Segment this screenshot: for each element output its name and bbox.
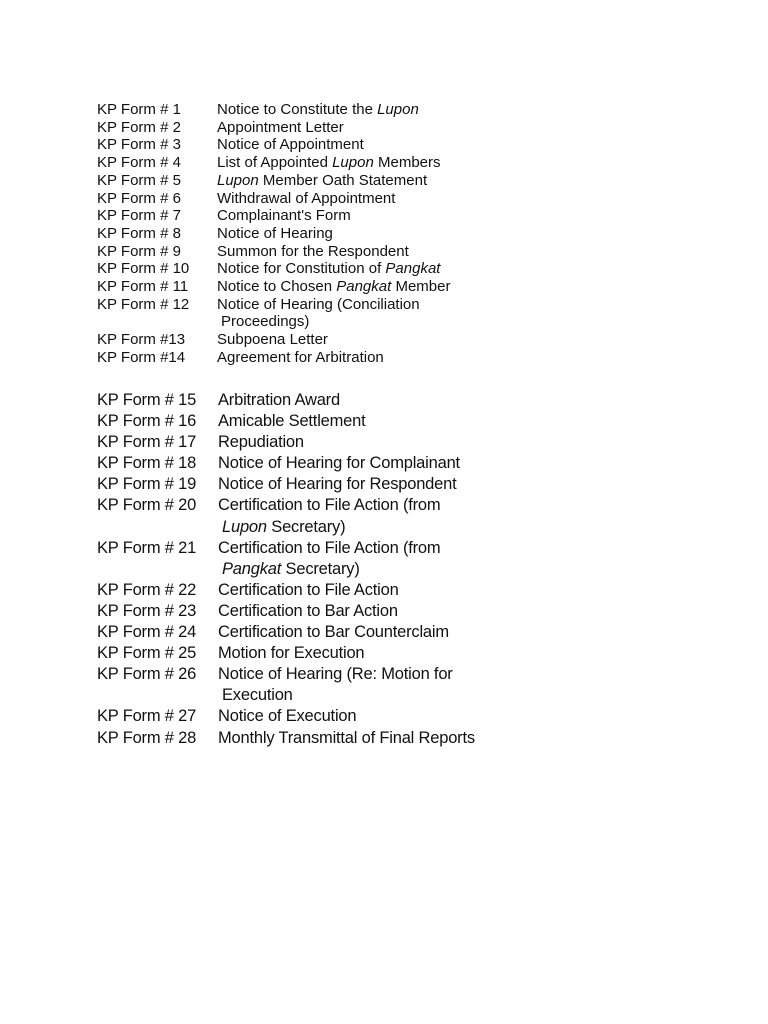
form-number: KP Form # 1 bbox=[97, 101, 181, 118]
form-number: KP Form # 9 bbox=[97, 242, 181, 260]
form-title: Arbitration Award bbox=[218, 391, 340, 409]
form-number: KP Form # 18 bbox=[97, 454, 197, 473]
form-row-22 bbox=[97, 580, 475, 601]
form-row-4 bbox=[97, 154, 450, 172]
form-number: KP Form # 8 bbox=[97, 224, 181, 242]
form-row-1 bbox=[97, 101, 450, 119]
form-title: Certification to File Action (from Pangkat Secretary) bbox=[218, 538, 441, 578]
form-row-8 bbox=[97, 225, 450, 243]
form-title: Notice of Hearing for Respondent bbox=[218, 475, 457, 494]
form-number: KP Form # 28 bbox=[97, 728, 197, 747]
form-title: Certification to File Action (from Lupon Secretary) bbox=[218, 496, 441, 536]
form-row-14 bbox=[97, 349, 450, 367]
form-number: KP Form # 6 bbox=[97, 189, 181, 207]
form-number: KP Form # 2 bbox=[97, 118, 181, 136]
form-number: KP Form # 25 bbox=[97, 644, 197, 663]
form-number: KP Form #14 bbox=[97, 348, 186, 366]
form-number: KP Form #13 bbox=[97, 331, 186, 349]
form-title: Agreement for Arbitration bbox=[217, 348, 384, 366]
form-title: Notice of Hearing bbox=[217, 224, 333, 242]
form-title: Certification to Bar Counterclaim bbox=[218, 623, 449, 642]
form-row-7 bbox=[97, 207, 450, 225]
form-title: Lupon Member Oath Statement bbox=[217, 171, 428, 189]
form-row-2 bbox=[97, 119, 450, 137]
form-number: KP Form # 17 bbox=[97, 433, 197, 452]
form-title: Notice for Constitution of Pangkat bbox=[217, 260, 441, 278]
form-title: Certification to File Action bbox=[218, 580, 399, 599]
form-title: Notice of Execution bbox=[218, 707, 357, 726]
form-number: KP Form # 15 bbox=[97, 391, 197, 409]
form-number: KP Form # 27 bbox=[97, 707, 197, 726]
form-row-10 bbox=[97, 260, 450, 278]
form-row-17 bbox=[97, 432, 475, 453]
form-title: Amicable Settlement bbox=[218, 412, 366, 431]
form-number: KP Form # 3 bbox=[97, 136, 181, 154]
form-number: KP Form # 22 bbox=[97, 580, 197, 599]
form-title: Complainant's Form bbox=[217, 207, 351, 225]
form-row-21 bbox=[97, 538, 475, 580]
form-number: KP Form # 10 bbox=[97, 260, 190, 278]
form-row-25 bbox=[97, 643, 475, 664]
form-number: KP Form # 7 bbox=[97, 207, 181, 225]
form-number: KP Form # 23 bbox=[97, 601, 197, 620]
form-row-13 bbox=[97, 331, 450, 349]
form-title: Subpoena Letter bbox=[217, 331, 328, 349]
forms-list-part-1 bbox=[97, 101, 450, 367]
form-row-9 bbox=[97, 243, 450, 261]
form-number: KP Form # 5 bbox=[97, 171, 181, 189]
form-row-26 bbox=[97, 664, 475, 706]
forms-list-part-2 bbox=[97, 390, 475, 749]
form-row-11 bbox=[97, 278, 450, 296]
form-number: KP Form # 24 bbox=[97, 623, 197, 642]
form-title: Notice to Chosen Pangkat Member bbox=[217, 278, 451, 296]
form-row-15 bbox=[97, 390, 475, 411]
form-title: Summon for the Respondent bbox=[217, 242, 409, 260]
form-title: Certification to Bar Action bbox=[218, 601, 398, 620]
form-number: KP Form # 19 bbox=[97, 475, 197, 494]
form-row-27 bbox=[97, 706, 475, 727]
form-title: Motion for Execution bbox=[218, 644, 365, 663]
form-number: KP Form # 20 bbox=[97, 496, 197, 515]
form-row-24 bbox=[97, 622, 475, 643]
form-title: Withdrawal of Appointment bbox=[217, 189, 396, 207]
form-row-18 bbox=[97, 453, 475, 474]
form-row-28 bbox=[97, 728, 475, 749]
form-row-19 bbox=[97, 474, 475, 495]
form-title: List of Appointed Lupon Members bbox=[217, 154, 441, 172]
form-number: KP Form # 26 bbox=[97, 665, 197, 684]
form-row-6 bbox=[97, 190, 450, 208]
form-row-16 bbox=[97, 411, 475, 432]
form-row-23 bbox=[97, 601, 475, 622]
form-title: Repudiation bbox=[218, 433, 304, 452]
form-number: KP Form # 12 bbox=[97, 295, 190, 313]
form-title: Notice of Hearing for Complainant bbox=[218, 454, 460, 473]
form-title: Notice of Hearing (Re: Motion for Execution bbox=[218, 665, 453, 705]
form-title: Notice to Constitute the Lupon bbox=[217, 101, 419, 118]
form-title: Monthly Transmittal of Final Reports bbox=[218, 728, 475, 747]
form-title: Appointment Letter bbox=[217, 118, 344, 136]
form-row-3 bbox=[97, 136, 450, 154]
form-row-5 bbox=[97, 172, 450, 190]
form-number: KP Form # 4 bbox=[97, 154, 181, 172]
form-title: Notice of Hearing (Conciliation Proceedings) bbox=[217, 295, 420, 331]
form-number: KP Form # 21 bbox=[97, 538, 197, 557]
form-number: KP Form # 11 bbox=[97, 278, 189, 296]
form-number: KP Form # 16 bbox=[97, 412, 197, 431]
form-title: Notice of Appointment bbox=[217, 136, 364, 154]
form-row-12 bbox=[97, 296, 450, 331]
form-row-20 bbox=[97, 495, 475, 537]
